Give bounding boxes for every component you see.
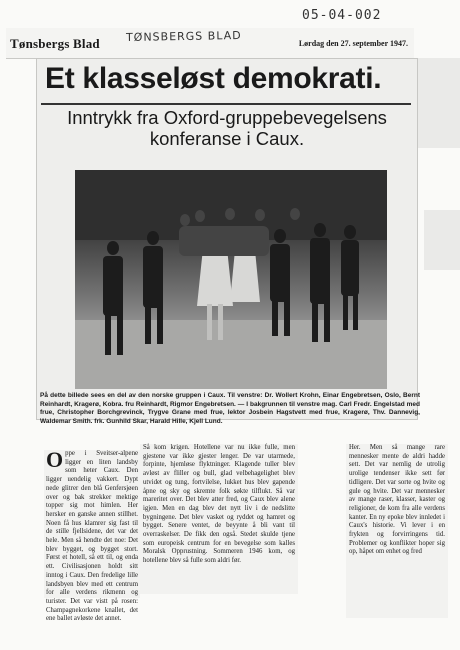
newspaper-header-clipping (6, 28, 414, 59)
article-subheadline: Inntrykk fra Oxford-gruppebevegelsens konferanse i Caux. (67, 107, 387, 149)
column-1-text: ppe i Sveitser-alpene ligger en liten landsby som heter Caux. Den ligger uendelig vakkert. Dypt nede glitrer den blå Genfersjøen over og bak strekker mektige topper sig mot himlen. Her hersker en ganske annen stillhet. Noen få hus klamrer sig fast til de stille fjellsidene, det var det hele. Men så hendte det noe: Det blev bygget, og bygget stort. Først et hotell, så ett til, og enda ett. Civilisasjonen holdt sitt inntog i Caux. Den fredelige lille landsbyen blev med ett centrum for alle verdens rikmenn og turister. Det var vistt på rosen: Champagnekorkene knallet, det ene ballet avløste det annet. (46, 450, 138, 623)
column-2-text: Så kom krigen. Hotellene var nu ikke fulle, men gjestene var ikke gjester lenger. De var utarmede, forpinte, hjemløse flyktninger. Klagende tuller blev avløst av fliller og bull, glad velbehagelighet blev utvidet og tung, fortvilelse, lukket hus blev gapende åpne og sky og skremte folk søkte tilflukt. Så var mareritet over. Det blev atter fred, og Caux blev alene igjen. Men en dag blev det nytt liv i de nedslitte bygningene. Det blev vasket og ryddet og hamret og bygget. Senere ventet, de beyynte å bli vant til overraskelser. De fikk den også. Stedet skulde tjene som europeisk centrum for en bevegelse som kalles Moralsk Opprustning. Sommeren 1946 kom, og hotellene blev så fulle som aldri før. (143, 444, 295, 565)
article-column-1 (44, 447, 140, 623)
article-column-3 (346, 444, 448, 618)
masthead: Tønsbergs Blad (10, 36, 100, 51)
headline-rule (41, 103, 411, 105)
handwritten-archive-number: 05-04-002 (302, 8, 382, 23)
article-column-2 (140, 444, 298, 594)
publication-date: Lørdag den 27. september 1947. (298, 39, 408, 48)
handwritten-paper-name: TØNSBERGS BLAD (125, 28, 242, 45)
adjacent-clipping-fragment (416, 58, 460, 148)
article-clipping (36, 58, 418, 420)
article-headline: Et klasseløst demokrati. (45, 62, 382, 95)
group-photo-illustration (75, 170, 387, 389)
adjacent-clipping-fragment (424, 210, 460, 270)
column-3-text: Her. Men så mange rare mennesker mente de aldri hadde sett. Det var nemlig de utrolig urolige tendenser ikke sett før tidligere. Det var sorte og hvite og gule og hvite. Det var mennesker av mange raser, klasser, kaster og religioner, de kom fra alle verdens kanter. En ny epoke blev innledet i Caux's historie. Vi lever i en frykten og forvirringens tid. Problemer og konflikter hoper sig op, håpet om enhet og fred (349, 444, 445, 556)
group-photo (75, 170, 387, 389)
drop-cap: O (46, 447, 64, 472)
photo-caption: På dette billede sees en del av den norske gruppen i Caux. Til venstre: Dr. Wollert Krohn, Einar Engebretsen, Oslo, Bernt Reinhardt, Kragerø, Kobra. fru Reinhardt, Rigmor Engebretsen. — I bakgrunnen til venstre mag. Carl Fredr. Engelstad med frue, Christopher Borchgrevinck, Trygve Grane med frue, lektor Josbein Hagstvett med frue, Kragerø, Thv. Dannevig, Waldemar Smith. frk. Gunhild Skar, Harald Hille, Kjell Lund. (40, 392, 420, 425)
